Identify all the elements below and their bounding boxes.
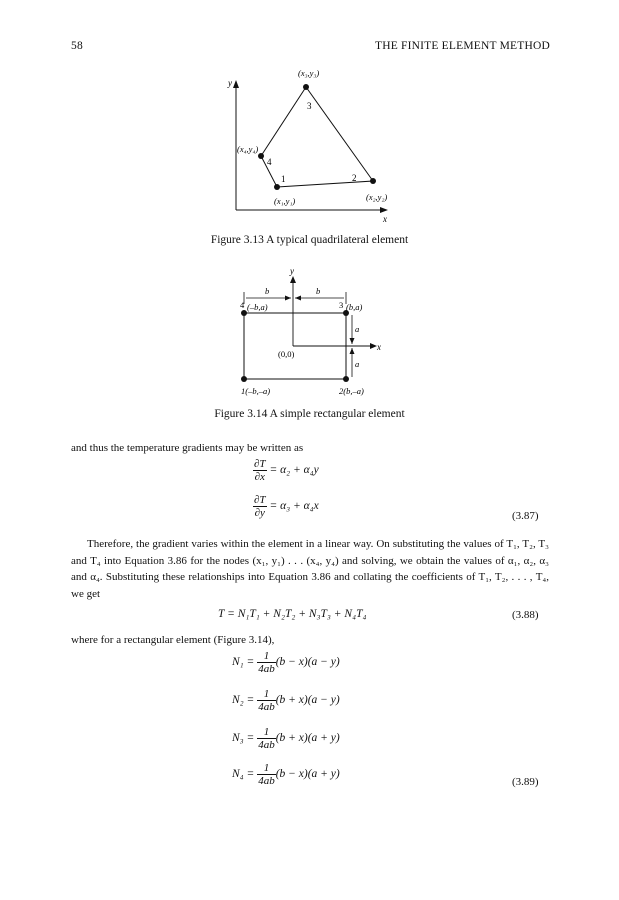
- figure-3-14: [232, 266, 392, 402]
- n2-den: 4ab: [258, 701, 275, 713]
- n2-rhs: (b + x)(a − y): [275, 694, 340, 707]
- fig314-corner-1: 1(–b,–a): [241, 386, 271, 396]
- fig313-label-4: (x₄,y₄): [237, 144, 259, 154]
- n2-lhs: N₂ =: [232, 694, 255, 707]
- fig313-label-2: (x₂,y₂): [366, 192, 388, 202]
- fig313-num-1: 1: [281, 174, 286, 184]
- fig313-num-3: 3: [307, 101, 312, 111]
- equation-number-3-87: (3.87): [512, 510, 539, 522]
- fig313-node-4: [258, 153, 264, 159]
- t-expansion-equation: T = N₁T₁ + N₂T₂ + N₃T₃ + N₄T₄: [218, 608, 367, 620]
- n4-lhs: N₄ =: [232, 768, 255, 781]
- fig313-axis-x: x: [383, 214, 387, 224]
- grad-x-rhs: = α₂ + α₄y: [269, 464, 319, 477]
- figure-3-13: [220, 64, 420, 224]
- n1-lhs: N₁ =: [232, 656, 255, 669]
- grad-x-num: ∂T: [254, 458, 266, 470]
- fig313-axis-y: y: [228, 78, 232, 88]
- fig314-corner-4-coord: (–b,a): [247, 302, 268, 312]
- fig314-corner-3-num: 3: [339, 300, 344, 310]
- fig314-corner-2: [343, 376, 349, 382]
- grad-y-den: ∂y: [254, 507, 265, 519]
- intro-text: and thus the temperature gradients may be written as: [71, 442, 304, 454]
- grad-y-rhs: = α₃ + α₄x: [269, 500, 319, 513]
- n1-rhs: (b − x)(a − y): [275, 656, 340, 669]
- grad-x-den: ∂x: [254, 471, 265, 483]
- fig313-num-2: 2: [352, 173, 357, 183]
- fig313-node-3: [303, 84, 309, 90]
- n2-num: 1: [263, 688, 270, 700]
- fig313-node-1: [274, 184, 280, 190]
- page-number: 58: [71, 40, 83, 52]
- figure-3-13-caption: Figure 3.13 A typical quadrilateral element: [210, 234, 409, 246]
- shape-function-n1: [232, 650, 340, 675]
- gradient-y-equation: [253, 494, 319, 519]
- fig314-dim-b-left: b: [265, 286, 270, 296]
- where-rectangular-text: where for a rectangular element (Figure 3.14),: [71, 634, 275, 646]
- fig314-dim-a-top: a: [355, 324, 360, 334]
- fig313-node-2: [370, 178, 376, 184]
- fig313-label-3: (x₃,y₃): [298, 68, 320, 78]
- fig313-num-4: 4: [267, 157, 272, 167]
- figure-3-14-caption: Figure 3.14 A simple rectangular element: [214, 408, 405, 420]
- fig314-corner-4-num: 4: [240, 300, 245, 310]
- grad-y-num: ∂T: [254, 494, 266, 506]
- paragraph-therefore: Therefore, the gradient varies within the element in a linear way. On substituting the values of T₁, T₂, T₃ and T₄ into Equation 3.86 for the nodes (x₁, y₁) . . . (x₄, y₄) and solving, we obtain the values of α₁, α₂, α₃ and α₄. Substituting these relationships into Equation 3.86 and collating the coefficients of T₁, T₂, . . . , T₄, we get: [71, 538, 549, 600]
- fig314-corner-3-coord: (b,a): [346, 302, 363, 312]
- n1-num: 1: [263, 650, 270, 662]
- equation-number-3-88: (3.88): [512, 609, 539, 621]
- n3-den: 4ab: [258, 739, 275, 751]
- n1-den: 4ab: [258, 663, 275, 675]
- fig314-corner-2: 2(b,–a): [339, 386, 364, 396]
- fig314-dim-a-bottom: a: [355, 359, 360, 369]
- gradient-x-equation: [253, 458, 319, 483]
- n4-rhs: (b − x)(a + y): [275, 768, 340, 781]
- n3-num: 1: [263, 726, 270, 738]
- fig314-dim-b-right: b: [316, 286, 321, 296]
- n3-lhs: N₃ =: [232, 732, 255, 745]
- n4-den: 4ab: [258, 775, 275, 787]
- fig314-corner-1: [241, 376, 247, 382]
- shape-function-n3: [232, 726, 340, 751]
- n3-rhs: (b + x)(a + y): [275, 732, 340, 745]
- running-title: THE FINITE ELEMENT METHOD: [374, 40, 550, 52]
- fig313-label-1: (x₁,y₁): [274, 196, 296, 206]
- n4-num: 1: [263, 762, 270, 774]
- fig314-axis-y: y: [290, 266, 294, 276]
- fig314-origin: (0,0): [278, 349, 295, 359]
- shape-function-n4: [232, 762, 340, 787]
- fig314-axis-x: x: [377, 342, 381, 352]
- equation-number-3-89: (3.89): [512, 776, 539, 788]
- shape-function-n2: [232, 688, 340, 713]
